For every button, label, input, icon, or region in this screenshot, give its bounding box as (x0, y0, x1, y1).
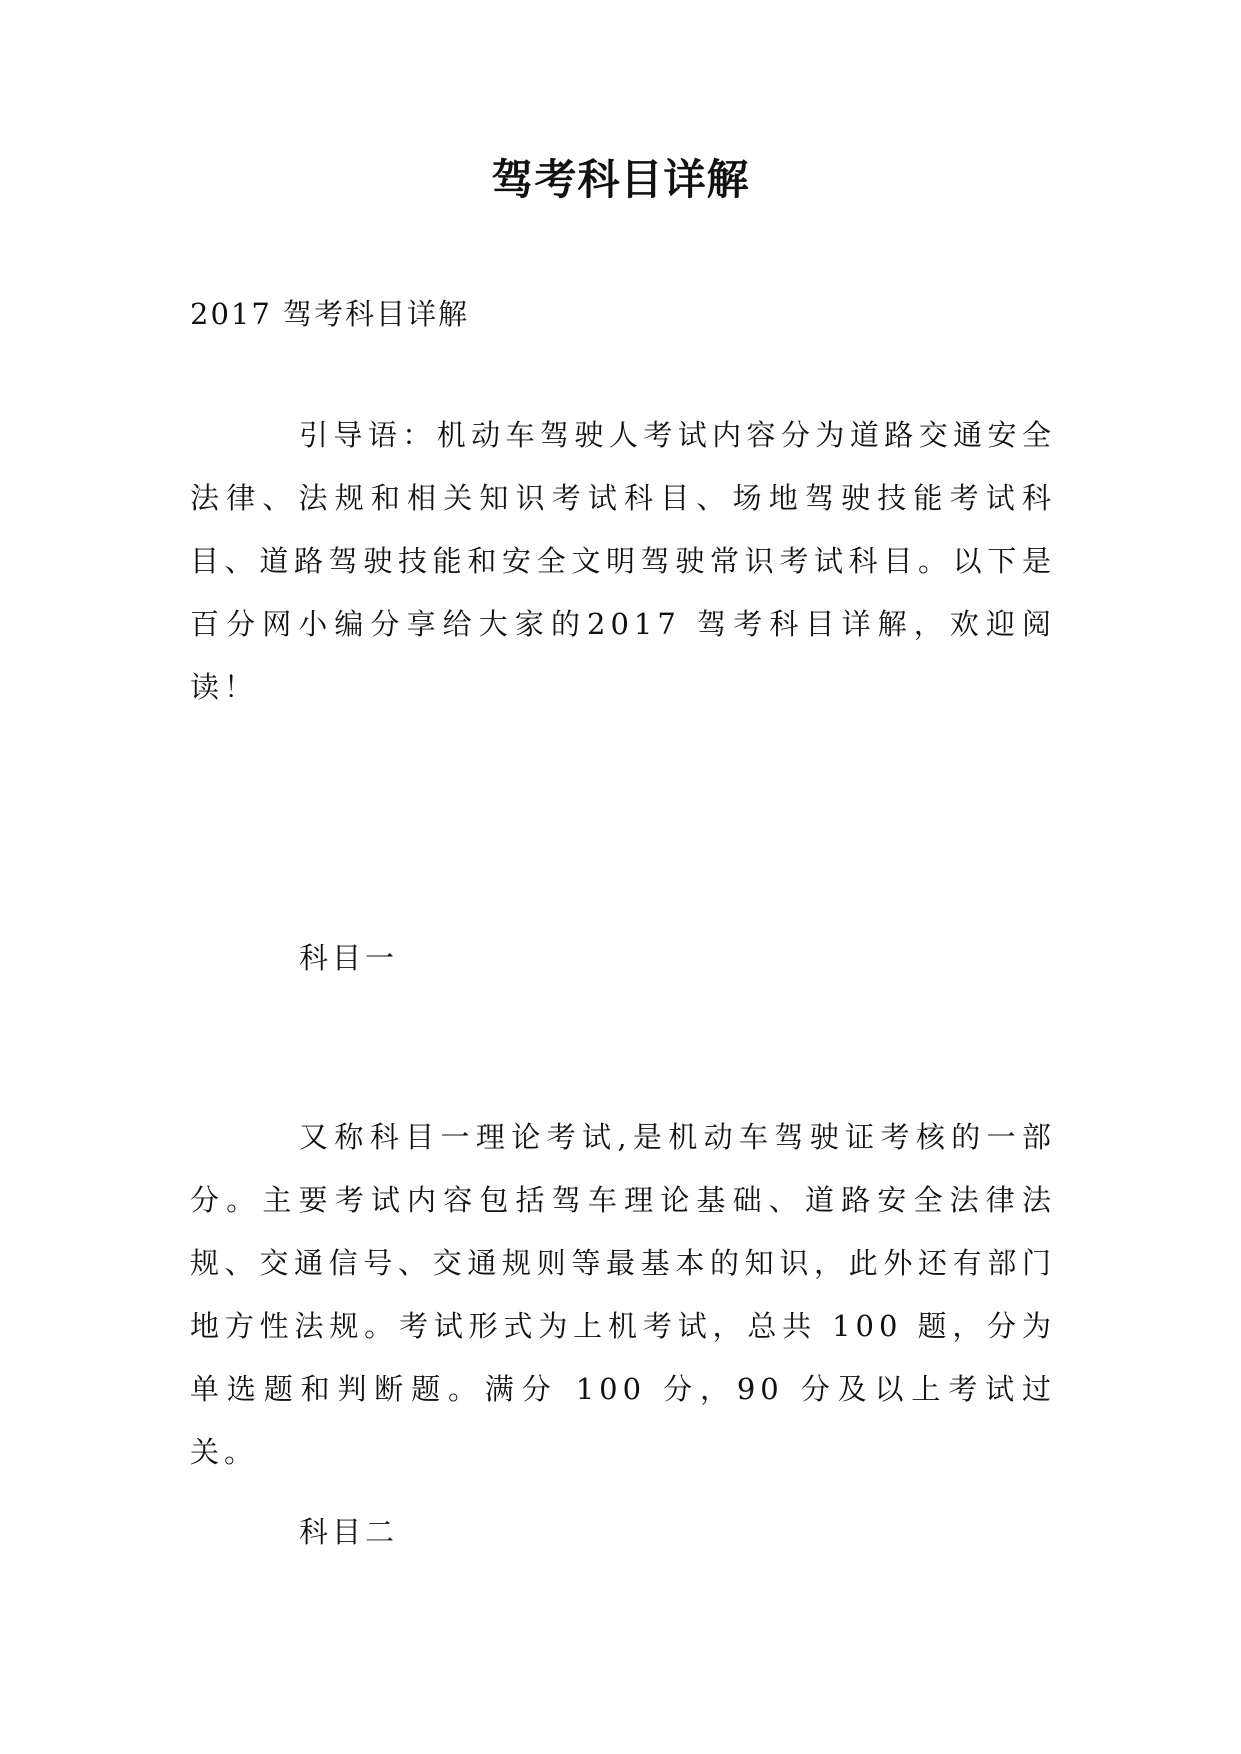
document-subtitle: 2017 驾考科目详解 (190, 297, 470, 331)
intro-paragraph: 引导语：机动车驾驶人考试内容分为道路交通安全法律、法规和相关知识考试科目、场地驾驶技能考试科目、道路驾驶技能和安全文明驾驶常识考试科目。以下是百分网小编分享给大家的2017 驾考科目详解，欢迎阅读！ (190, 418, 1056, 704)
document-title: 驾考科目详解 (491, 155, 750, 204)
section-heading-subject-one: 科目一 (299, 941, 399, 975)
section-heading-subject-two: 科目二 (299, 1515, 399, 1549)
section-body-subject-one: 又称科目一理论考试,是机动车驾驶证考核的一部分。主要考试内容包括驾车理论基础、道路安全法律法规、交通信号、交通规则等最基本的知识，此外还有部门地方性法规。考试形式为上机考试，总共 100 题，分为单选题和判断题。满分 100 分，90 分及以上考试过关。 (190, 1120, 1056, 1469)
